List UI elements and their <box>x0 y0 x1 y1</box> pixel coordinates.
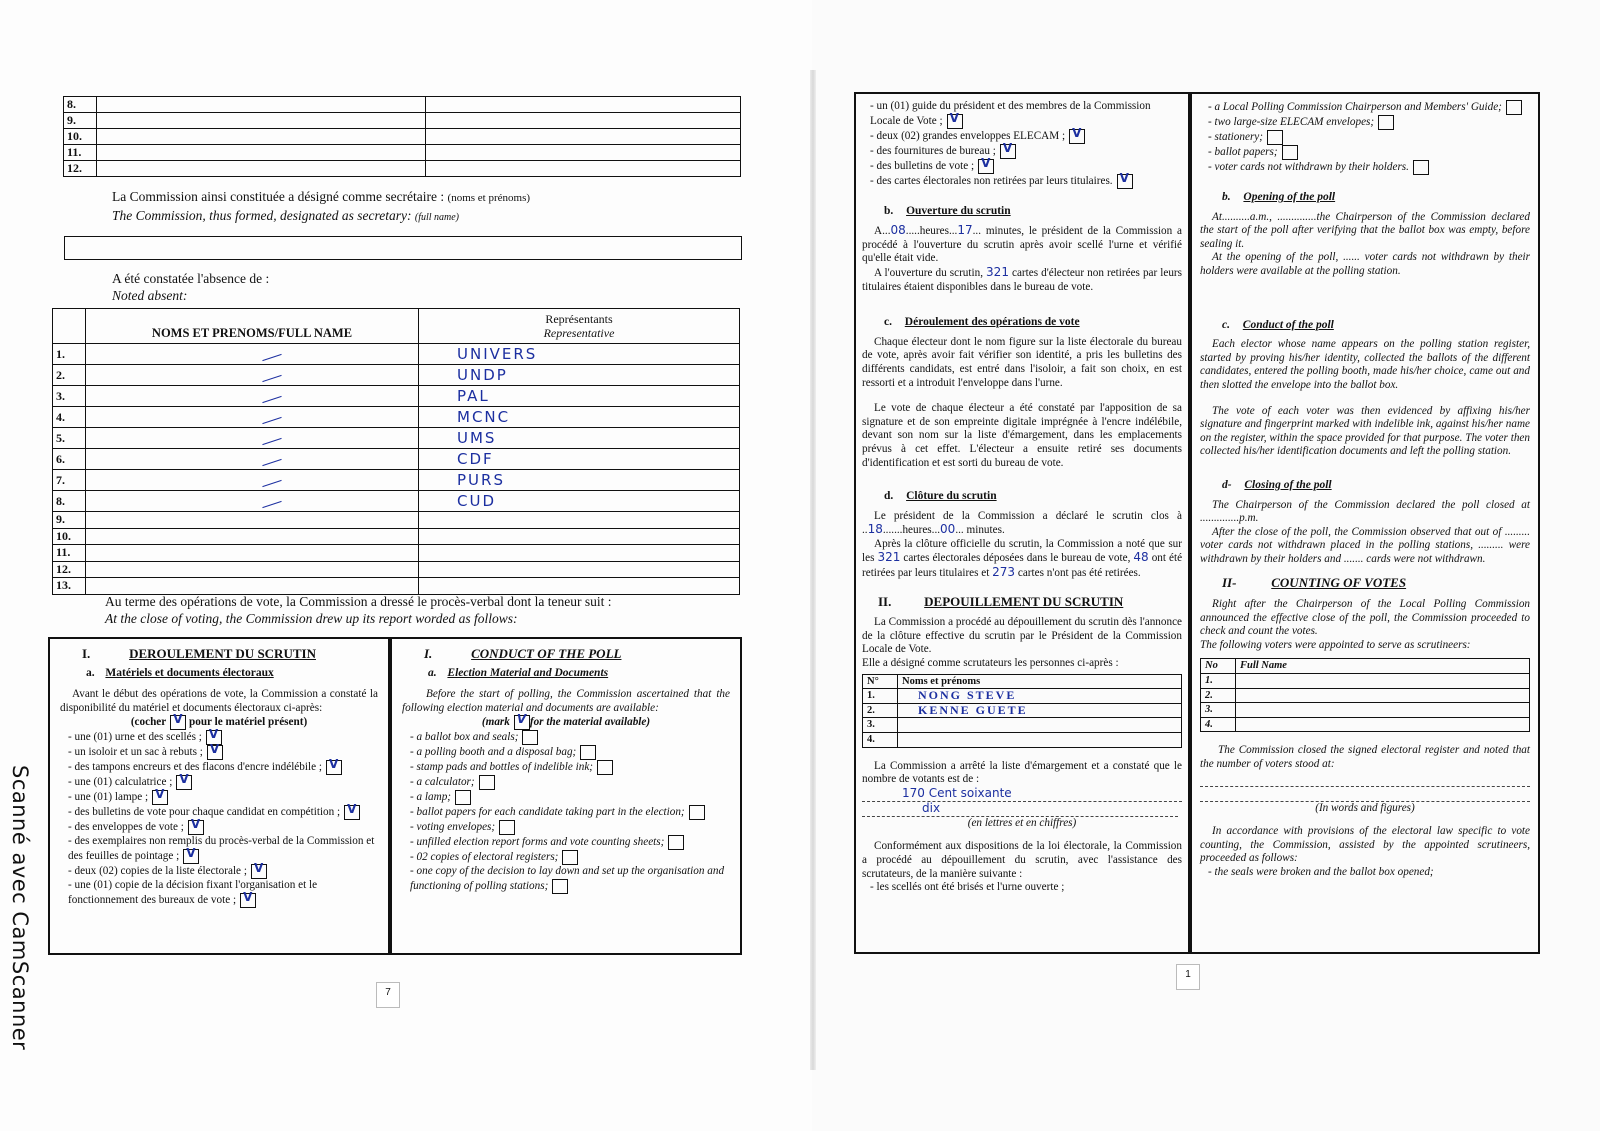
instruction: (cocher V pour le matériel présent) <box>60 715 378 730</box>
name-cell[interactable] <box>86 545 419 562</box>
scrutineer-name[interactable] <box>1236 688 1530 703</box>
subsection-heading: d- Closing of the poll <box>1222 478 1332 491</box>
scrutineer-name[interactable] <box>1236 674 1530 689</box>
checklist-item: - une (01) lampe ;V <box>68 790 378 805</box>
checkbox[interactable] <box>1282 145 1298 160</box>
checkbox[interactable] <box>597 760 613 775</box>
checklist-item: - a polling booth and a disposal bag; <box>410 745 730 760</box>
checklist-item: - des cartes électorales non retirées par leurs titulaires.V <box>870 174 1182 189</box>
checklist-item: - a ballot box and seals; <box>410 730 730 745</box>
section-heading: I. CONDUCT OF THE POLL <box>424 646 622 661</box>
checklist-item: - ballot papers; <box>1208 145 1530 160</box>
name-cell[interactable] <box>86 470 419 491</box>
table-row <box>53 470 740 491</box>
checklist-item: - voter cards not withdrawn by their holders. <box>1208 160 1530 175</box>
dash-mark <box>262 354 281 361</box>
dash-mark <box>262 417 281 424</box>
absent-label: A été constatée l'absence de : Noted absent: <box>112 271 270 303</box>
subsection-heading: d. Clôture du scrutin <box>884 490 997 503</box>
representative-cell[interactable]: MCNC <box>419 407 740 428</box>
checklist-item: - deux (02) copies de la liste électorale ;V <box>68 864 378 879</box>
scrutineer-name[interactable] <box>1236 703 1530 718</box>
representative-cell[interactable]: UMS <box>419 428 740 449</box>
camscanner-watermark: Scanné avec CamScanner <box>8 765 32 1051</box>
table-row <box>53 344 740 365</box>
table-row <box>53 491 740 512</box>
checkbox[interactable] <box>499 820 515 835</box>
checkbox[interactable] <box>176 775 192 790</box>
representative-cell[interactable]: UNDP <box>419 365 740 386</box>
table-row <box>53 407 740 428</box>
closing-hours[interactable]: 18 <box>867 522 883 537</box>
checkbox-example <box>514 715 530 730</box>
dash-mark <box>262 375 281 382</box>
scrutineer-name[interactable]: NONG STEVE <box>898 689 1182 704</box>
checkbox[interactable] <box>1117 174 1133 189</box>
checkbox[interactable] <box>479 775 495 790</box>
checkbox[interactable] <box>552 879 568 894</box>
table-row: 3. <box>1201 703 1530 718</box>
row-number: 7. <box>53 470 86 491</box>
subsection-heading: c. Conduct of the poll <box>1222 318 1334 331</box>
name-cell[interactable] <box>86 528 419 545</box>
checkbox[interactable] <box>1378 115 1394 130</box>
name-cell[interactable] <box>86 449 419 470</box>
scrutineer-name[interactable] <box>898 733 1182 748</box>
representative-cell[interactable]: PURS <box>419 470 740 491</box>
checklist-item: - une (01) copie de la décision fixant l'organisation et le fonctionnement des bureaux de vote ;V <box>68 879 378 908</box>
representative-cell[interactable] <box>419 578 740 595</box>
row-number: 4. <box>53 407 86 428</box>
row-number: 2. <box>53 365 86 386</box>
table-row: 12. <box>64 161 741 177</box>
checkbox[interactable] <box>188 820 204 835</box>
closing-cards-paragraph: Après la clôture officielle du scrutin, la Commission a noté que sur les 321 cartes électorales déposées dans le bureau de vote, 48 ont été retirées par leurs titulaires et 273 cartes n'ont pas été retirées. <box>862 537 1183 580</box>
row-number: 9. <box>53 512 86 529</box>
checkbox[interactable] <box>455 790 471 805</box>
representative-cell[interactable]: CUD <box>419 491 740 512</box>
subsection-heading: a. Election Material and Documents <box>428 666 609 679</box>
scrutineer-name[interactable] <box>1236 717 1530 732</box>
section-heading: II. DEPOUILLEMENT DU SCRUTIN <box>878 593 1124 609</box>
checkbox[interactable] <box>152 790 168 805</box>
checklist-item: - stationery; <box>1208 130 1530 145</box>
representative-cell[interactable]: CDF <box>419 449 740 470</box>
closing-minutes[interactable]: 00 <box>940 522 956 537</box>
checklist-item: - one copy of the decision to lay down and set up the organisation and functioning of polling stations; <box>410 865 725 893</box>
table-row <box>53 578 740 595</box>
name-cell[interactable] <box>86 365 419 386</box>
cards-withdrawn[interactable]: 48 <box>1133 550 1149 565</box>
opening-cards-paragraph: A l'ouverture du scrutin, 321 cartes d'électeur non retirées par leurs titulaires étaient disponibles dans le bureau de vote. <box>862 264 1183 293</box>
en-materials-column: I. CONDUCT OF THE POLL a. Election Material and Documents Before the start of polling, the Commission ascertained that the following election material and documents are available: (mark V for the material available) - a ballot box and seals; - a polling booth and a disposal bag; - stamp pads and bottles of indelible ink; - a calculator; - a lamp; - ballot papers for each candidate taking part in the election; - voting envelopes; - unfilled election report forms and vote counting sheets; - 02 copies of electoral registers; - one copy of the decision to lay down and set up the organisation and functioning of polling stations; <box>390 637 742 955</box>
dash-mark <box>262 396 281 403</box>
checklist-item: - des bulletins de vote pour chaque candidat en compétition ;V <box>68 805 378 820</box>
checkbox-example <box>170 715 186 730</box>
scrutineers-table-fr: N° Noms et prénoms 1. NONG STEVE 2. KENNE GUETE 3. 4. <box>862 674 1182 748</box>
checklist-item: - des bulletins de vote ;V <box>870 159 1182 174</box>
table-row: 1. NONG STEVE <box>863 689 1182 704</box>
checkbox[interactable] <box>1069 129 1085 144</box>
checklist-item: - stamp pads and bottles of indelible ink; <box>410 760 730 775</box>
representative-cell[interactable]: UNIVERS <box>419 344 740 365</box>
dash-mark <box>262 438 281 445</box>
name-cell[interactable] <box>86 491 419 512</box>
table-row: 10. <box>64 129 741 145</box>
checklist-item: - un (01) guide du président et des membres de la Commission Locale de Vote ;V <box>870 100 1182 129</box>
scrutineer-name[interactable]: KENNE GUETE <box>898 703 1182 718</box>
table-row: 1. <box>1201 674 1530 689</box>
dash-mark <box>262 459 281 466</box>
section-heading: I. DEROULEMENT DU SCRUTIN <box>82 646 316 661</box>
checkbox[interactable] <box>207 745 223 760</box>
checkbox[interactable] <box>947 114 963 129</box>
table-row <box>53 561 740 578</box>
checkbox[interactable] <box>1267 130 1283 145</box>
representative-cell[interactable] <box>419 561 740 578</box>
representative-cell[interactable] <box>419 545 740 562</box>
checkbox[interactable] <box>580 745 596 760</box>
row-number: 11. <box>53 545 86 562</box>
report-intro: Au terme des opérations de vote, la Commission a dressé le procès-verbal dont la teneur suit : At the close of voting, the Commission drew up its report worded as follows: <box>105 594 612 626</box>
checkbox[interactable] <box>326 760 342 775</box>
absent-table <box>52 308 740 595</box>
table-row <box>53 512 740 529</box>
secretary-label: La Commission ainsi constituée a désigné comme secrétaire : (noms et prénoms) The Commission, thus formed, designated as secretary: (full name) <box>112 189 531 223</box>
table-row <box>53 428 740 449</box>
row-number: 6. <box>53 449 86 470</box>
subsection-heading: b. Ouverture du scrutin <box>884 204 1011 217</box>
row-number: 13. <box>53 578 86 595</box>
table-row: 8. <box>64 97 741 113</box>
table-row: 2. <box>1201 688 1530 703</box>
row-number: 3. <box>53 386 86 407</box>
checklist-item: - a Local Polling Commission Chairperson and Members' Guide; <box>1208 100 1530 115</box>
table-row <box>53 528 740 545</box>
closing-paragraph: Le président de la Commission a déclaré le scrutin clos à ..18.......heures...00... minutes. <box>862 509 1182 537</box>
name-cell[interactable] <box>86 561 419 578</box>
table-row <box>53 449 740 470</box>
checkbox[interactable] <box>251 864 267 879</box>
checkbox[interactable] <box>668 835 684 850</box>
members-table <box>63 96 741 177</box>
checkbox[interactable] <box>344 805 360 820</box>
cards-deposited[interactable]: 321 <box>877 550 901 565</box>
opening-cards-count[interactable]: 321 <box>986 264 1009 279</box>
col-name-header: NOMS ET PRENOMS/FULL NAME <box>86 309 419 344</box>
section-heading: II- COUNTING OF VOTES <box>1222 575 1407 591</box>
fr-right-column: - un (01) guide du président et des membres de la Commission Locale de Vote ;V - deux (02) grandes enveloppes ELECAM ;V - des fournitures de bureau ;V - des bulletins de vote ;V - des cartes électorales non retirées par leurs titulaires.V b. Ouverture du scrutin A...08.....heures...17... minutes, le président de la Commission a procédé à l'ouverture du scrutin après avoir scellé l'urne et vérifié qu'elle était vide. A l'ouverture du scrutin, 321 cartes d'électeur non retirées par leurs titulaires étaient disponibles dans le bureau de vote. c. Déroulement des opérations de vote Chaque électeur dont le nom figure sur la liste électorale du bureau de vote, après avoir fait vérifier son identité, a pris les bulletins des différents candidats, est entré dans l'isoloir, a fait son choix, en est ressorti et a introduit l'enveloppe dans l'urne. Le vote de chaque électeur a été constaté par l'apposition de sa signature et de son empreinte digitale imprégnée à l'encre indélébile, devant son nom sur la liste d'émargement, dans les emplacements prévus à cet effet. L'électeur a ensuite retiré ses documents d'identification et est sorti du bureau de vote. d. Clôture du scrutin Le président de la Commission a déclaré le scrutin clos à ..18.......heures...00... minutes. Après la clôture officielle du scrutin, la Commission a noté que sur les 321 cartes électorales déposées dans le bureau de vote, 48 ont été retirées par leurs titulaires et 273 cartes n'ont pas été retirées. II. DEPOUILLEMENT DU SCRUTIN La Commission a procédé au dépouillement du scrutin dès l'annonce de la clôture effective du scrutin par le Président de la Commission Locale de Vote. Elle a désigné comme scrutateurs les personnes ci-après : N° Noms et prénoms 1. NONG STEVE 2. KENNE GUETE 3. 4. La Commission a arrêté la liste d'émargement et a constaté que le nombre de votants est de : 170 Cent soixante dix (en lettres et en chiffres) Conformément aux dispositions de la loi électorale, la Commission a procédé au dépouillement du scrutin, avec l'assistance des scrutateurs, de la manière suivante : - les scellés ont été brisés et l'urne ouverte ; <box>854 92 1190 954</box>
dash-mark <box>262 501 281 508</box>
voters-count-line-2[interactable]: dix <box>862 802 1178 817</box>
opening-hours[interactable]: 08 <box>890 223 906 238</box>
checkbox[interactable] <box>183 849 199 864</box>
voters-count-line-2[interactable] <box>1200 787 1530 802</box>
page-number: 7 <box>376 982 400 1008</box>
subsection-heading: a. Matériels et documents électoraux <box>86 666 274 679</box>
table-row: 4. <box>1201 717 1530 732</box>
fr-materials-column: I. DEROULEMENT DU SCRUTIN a. Matériels et documents électoraux Avant le début des opérations de vote, la Commission a constaté la disponibilité du matériel et documents électoraux ci-après: (cocher V pour le matériel présent) - une (01) urne et des scellés ;V - un isoloir et un sac à rebuts ;V - des tampons encreurs et des flacons d'encre indélébile ;V - une (01) calculatrice ;V - une (01) lampe ;V - des bulletins de vote pour chaque candidat en compétition ;V - des enveloppes de vote ;V - des exemplaires non remplis du procès-verbal de la Commission et des feuilles de pointage ;V - deux (02) copies de la liste électorale ;V - une (01) copie de la décision fixant l'organisation et le fonctionnement des bureaux de vote ;V <box>48 637 390 955</box>
instruction: (mark V for the material available) <box>402 715 730 730</box>
checklist-item: - deux (02) grandes enveloppes ELECAM ;V <box>870 129 1182 144</box>
col-rep-header: Représentants Representative <box>419 309 740 344</box>
row-number: 1. <box>53 344 86 365</box>
checkbox[interactable] <box>562 850 578 865</box>
checklist-item: - two large-size ELECAM envelopes; <box>1208 115 1530 130</box>
en-right-column: - a Local Polling Commission Chairperson and Members' Guide; - two large-size ELECAM envelopes; - stationery; - ballot papers; - voter cards not withdrawn by their holders. b. Opening of the poll At..........a.m., ..............the Chairperson of the Commission declared the start of the poll after verifying that the ballot box was empty, before sealing it. At the opening of the poll, ...... voter cards not withdrawn by their holders were available at the polling station. c. Conduct of the poll Each elector whose name appears on the polling station register, started by proving his/her identity, collected the ballots of the different candidates, entered the polling booth, made his/her choice, came out and then slotted the envelope into the ballot box. The vote of each voter was then evidenced by affixing his/her signature and fingerprint marked with indelible ink, against his/her name on the register, within the space provided for that purpose. The voter then collected his/her identification documents and left the polling station. d- Closing of the poll The Chairperson of the Commission declared the poll closed at ..............p.m. After the close of the poll, the Commission observed that out of ......... voter cards not withdrawn placed in the polling stations, ......... were withdrawn by their holders and ....... cards were not withdrawn. II- COUNTING OF VOTES Right after the Chairperson of the Local Polling Commission announced the effective close of the poll, the Commission proceeded to check and count the votes. The following voters were appointed to serve as scrutineers: No Full Name 1. 2. 3. 4. The Commission closed the signed electoral register and noted that the number of voters stood at: (In words and figures) In accordance with provisions of the electoral law specific to vote counting, the Commission, assisted by the appointed scrutineers, proceeded as follows: - the seals were broken and the ballot box opened; <box>1190 92 1540 954</box>
opening-minutes[interactable]: 17 <box>957 223 973 238</box>
checklist-item: - unfilled election report forms and vote counting sheets; <box>410 835 730 850</box>
checkbox[interactable] <box>1506 100 1522 115</box>
row-number: 8. <box>53 491 86 512</box>
checklist-item: - une (01) urne et des scellés ;V <box>68 730 378 745</box>
voters-count-line-1[interactable] <box>1200 772 1530 787</box>
table-row: 9. <box>64 113 741 129</box>
secretary-field[interactable] <box>64 236 742 260</box>
table-row: 2. KENNE GUETE <box>863 703 1182 718</box>
representative-cell[interactable] <box>419 512 740 529</box>
cards-not-withdrawn[interactable]: 273 <box>992 565 1016 580</box>
checklist-item: - des enveloppes de vote ;V <box>68 820 378 835</box>
checkbox[interactable] <box>1000 144 1016 159</box>
voters-count-line-1[interactable]: 170 Cent soixante <box>862 787 1182 802</box>
row-number: 10. <box>53 528 86 545</box>
checklist-item: - des exemplaires non remplis du procès-verbal de la Commission et des feuilles de pointage ;V <box>68 835 378 864</box>
subsection-heading: b. Opening of the poll <box>1222 191 1336 203</box>
checkbox[interactable] <box>689 805 705 820</box>
row-number: 12. <box>53 561 86 578</box>
row-number: 5. <box>53 428 86 449</box>
checkbox[interactable] <box>978 159 994 174</box>
table-row: 11. <box>64 145 741 161</box>
name-cell[interactable] <box>86 386 419 407</box>
checklist-item: - un isoloir et un sac à rebuts ;V <box>68 745 378 760</box>
right-page <box>816 0 1600 1131</box>
dash-mark <box>262 480 281 487</box>
opening-paragraph: A...08.....heures...17... minutes, le président de la Commission a procédé à l'ouverture du scrutin après avoir scellé l'urne et vérifié qu'elle était vide. <box>862 223 1183 265</box>
page-number: 1 <box>1176 964 1200 990</box>
name-cell[interactable] <box>86 407 419 428</box>
checkbox[interactable] <box>1413 160 1429 175</box>
table-row: 4. <box>863 733 1182 748</box>
name-cell[interactable] <box>86 578 419 595</box>
checklist-item: - 02 copies of electoral registers; <box>410 850 730 865</box>
name-cell[interactable] <box>86 428 419 449</box>
checklist-item: - ballot papers for each candidate taking part in the election; <box>410 805 730 820</box>
scrutineer-name[interactable] <box>898 718 1182 733</box>
checklist-item: - des fournitures de bureau ;V <box>870 144 1182 159</box>
checkbox[interactable] <box>240 893 256 908</box>
table-row <box>53 365 740 386</box>
checkbox[interactable] <box>522 730 538 745</box>
table-row: 3. <box>863 718 1182 733</box>
representative-cell[interactable] <box>419 528 740 545</box>
checklist-item: - voting envelopes; <box>410 820 730 835</box>
table-row <box>53 545 740 562</box>
table-row <box>53 386 740 407</box>
checklist-item: - des tampons encreurs et des flacons d'encre indélébile ;V <box>68 760 378 775</box>
subsection-heading: c. Déroulement des opérations de vote <box>884 316 1080 329</box>
scrutineers-table-en: No Full Name 1. 2. 3. 4. <box>1200 658 1530 732</box>
checklist-item: - a calculator; <box>410 775 730 790</box>
name-cell[interactable] <box>86 512 419 529</box>
checklist-item: - une (01) calculatrice ;V <box>68 775 378 790</box>
name-cell[interactable] <box>86 344 419 365</box>
checklist-item: - a lamp; <box>410 790 730 805</box>
representative-cell[interactable]: PAL <box>419 386 740 407</box>
